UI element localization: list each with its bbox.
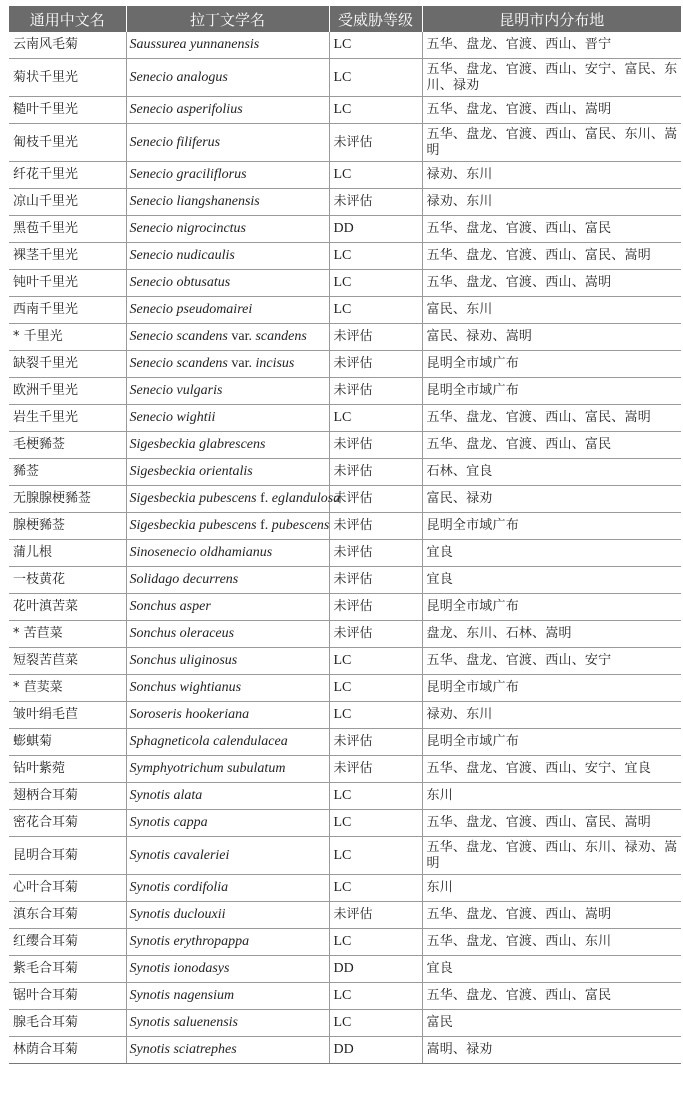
latin-rank: var. — [227, 356, 256, 371]
cell-chinese-name: 毛梗豨莶 — [9, 432, 126, 459]
cell-threat-level: DD — [329, 1037, 422, 1064]
cell-distribution: 五华、盘龙、官渡、西山、东川 — [422, 929, 681, 956]
cell-threat-level: LC — [329, 648, 422, 675]
cell-threat-level: LC — [329, 675, 422, 702]
cell-chinese-name: 紫毛合耳菊 — [9, 956, 126, 983]
cell-distribution: 富民 — [422, 1010, 681, 1037]
cell-latin-name — [126, 729, 329, 756]
cell-distribution: 五华、盘龙、官渡、西山、晋宁 — [422, 32, 681, 59]
cell-latin-name — [126, 1010, 329, 1037]
cell-distribution: 五华、盘龙、官渡、西山、嵩明 — [422, 270, 681, 297]
cell-latin-name — [126, 929, 329, 956]
cell-chinese-name: 纤花千里光 — [9, 162, 126, 189]
cell-distribution: 五华、盘龙、官渡、西山、嵩明 — [422, 97, 681, 124]
cell-distribution: 昆明全市域广布 — [422, 513, 681, 540]
latin-binomial: Senecio pseudomairei — [129, 302, 253, 317]
header-chinese-name: 通用中文名 — [9, 6, 126, 32]
cell-latin-name — [126, 567, 329, 594]
cell-distribution: 五华、盘龙、官渡、西山、安宁 — [422, 648, 681, 675]
cell-latin-name — [126, 621, 329, 648]
latin-binomial: Synotis duclouxii — [129, 907, 226, 922]
cell-distribution: 五华、盘龙、官渡、西山、富民、嵩明 — [422, 243, 681, 270]
table-row — [9, 124, 681, 162]
latin-binomial: Sinosenecio oldhamianus — [129, 545, 273, 560]
cell-distribution: 宜良 — [422, 540, 681, 567]
cell-chinese-name: * 苦苣菜 — [9, 621, 126, 648]
cell-chinese-name: 菊状千里光 — [9, 59, 126, 97]
cell-threat-level: LC — [329, 297, 422, 324]
cell-latin-name — [126, 405, 329, 432]
cell-threat-level: 未评估 — [329, 513, 422, 540]
table-row — [9, 32, 681, 59]
cell-distribution: 昆明全市域广布 — [422, 351, 681, 378]
cell-threat-level: LC — [329, 243, 422, 270]
latin-binomial: Sphagneticola calendulacea — [129, 734, 288, 749]
cell-chinese-name: 皱叶绢毛苣 — [9, 702, 126, 729]
cell-distribution: 禄劝、东川 — [422, 189, 681, 216]
cell-latin-name — [126, 297, 329, 324]
cell-distribution: 嵩明、禄劝 — [422, 1037, 681, 1064]
latin-binomial: Synotis cordifolia — [129, 880, 229, 895]
table-row — [9, 567, 681, 594]
latin-binomial: Sonchus wightianus — [129, 680, 242, 695]
table-row — [9, 432, 681, 459]
cell-chinese-name: 钻叶紫菀 — [9, 756, 126, 783]
cell-chinese-name: 滇东合耳菊 — [9, 902, 126, 929]
latin-binomial: Sonchus asper — [129, 599, 211, 614]
table-row — [9, 837, 681, 875]
cell-latin-name — [126, 189, 329, 216]
cell-chinese-name: 裸茎千里光 — [9, 243, 126, 270]
cell-latin-name — [126, 378, 329, 405]
cell-threat-level: LC — [329, 1010, 422, 1037]
cell-chinese-name: 腺毛合耳菊 — [9, 1010, 126, 1037]
cell-distribution: 昆明全市域广布 — [422, 594, 681, 621]
latin-binomial: Senecio analogus — [129, 69, 228, 85]
cell-latin-name — [126, 97, 329, 124]
cell-distribution: 盘龙、东川、石林、嵩明 — [422, 621, 681, 648]
table-row — [9, 1010, 681, 1037]
cell-latin-name — [126, 432, 329, 459]
cell-threat-level: 未评估 — [329, 729, 422, 756]
table-row — [9, 270, 681, 297]
cell-threat-level: 未评估 — [329, 378, 422, 405]
latin-rank: var. — [227, 329, 256, 344]
latin-binomial: Senecio vulgaris — [129, 383, 223, 398]
cell-threat-level: LC — [329, 405, 422, 432]
species-table — [9, 6, 681, 1064]
cell-threat-level: LC — [329, 59, 422, 97]
cell-latin-name — [126, 756, 329, 783]
cell-chinese-name: 豨莶 — [9, 459, 126, 486]
cell-threat-level: 未评估 — [329, 351, 422, 378]
latin-binomial: Synotis erythropappa — [129, 934, 250, 949]
cell-threat-level: LC — [329, 32, 422, 59]
cell-threat-level: 未评估 — [329, 540, 422, 567]
table-row — [9, 902, 681, 929]
latin-binomial: Symphyotrichum subulatum — [129, 761, 286, 776]
cell-latin-name — [126, 351, 329, 378]
cell-distribution: 禄劝、东川 — [422, 702, 681, 729]
latin-rank: f. — [256, 491, 272, 506]
latin-binomial: Synotis alata — [129, 788, 203, 803]
cell-chinese-name: 无腺腺梗豨莶 — [9, 486, 126, 513]
table-row — [9, 983, 681, 1010]
cell-distribution: 东川 — [422, 875, 681, 902]
cell-latin-name — [126, 675, 329, 702]
cell-chinese-name: 岩生千里光 — [9, 405, 126, 432]
cell-threat-level: LC — [329, 983, 422, 1010]
cell-threat-level: 未评估 — [329, 902, 422, 929]
cell-latin-name — [126, 902, 329, 929]
cell-chinese-name: 锯叶合耳菊 — [9, 983, 126, 1010]
table-row — [9, 540, 681, 567]
cell-chinese-name: 心叶合耳菊 — [9, 875, 126, 902]
cell-distribution: 昆明全市域广布 — [422, 378, 681, 405]
cell-latin-name — [126, 702, 329, 729]
cell-threat-level: LC — [329, 929, 422, 956]
table-row — [9, 216, 681, 243]
table-row — [9, 675, 681, 702]
table-row — [9, 243, 681, 270]
table-header-row — [9, 6, 681, 32]
latin-binomial: Synotis ionodasys — [129, 961, 230, 976]
cell-distribution: 东川 — [422, 783, 681, 810]
cell-distribution: 五华、盘龙、官渡、西山、富民、东川、嵩明 — [422, 124, 681, 162]
cell-threat-level: DD — [329, 956, 422, 983]
table-row — [9, 297, 681, 324]
latin-binomial: Soroseris hookeriana — [129, 707, 250, 722]
latin-binomial: Senecio obtusatus — [129, 275, 231, 290]
table-row — [9, 875, 681, 902]
latin-binomial: Synotis cavaleriei — [129, 847, 230, 863]
species-table-container — [9, 6, 681, 1064]
header-latin-name: 拉丁文学名 — [126, 6, 329, 32]
cell-latin-name — [126, 1037, 329, 1064]
latin-binomial: Sigesbeckia glabrescens — [129, 437, 266, 452]
cell-distribution: 宜良 — [422, 956, 681, 983]
cell-latin-name — [126, 956, 329, 983]
cell-threat-level: DD — [329, 216, 422, 243]
cell-latin-name — [126, 513, 329, 540]
cell-chinese-name: 林荫合耳菊 — [9, 1037, 126, 1064]
cell-latin-name — [126, 324, 329, 351]
latin-binomial: Senecio filiferus — [129, 134, 221, 150]
latin-binomial: Senecio scandens — [129, 329, 228, 344]
cell-threat-level: LC — [329, 270, 422, 297]
cell-distribution: 富民、禄劝 — [422, 486, 681, 513]
cell-chinese-name: 糙叶千里光 — [9, 97, 126, 124]
cell-latin-name — [126, 32, 329, 59]
table-row — [9, 486, 681, 513]
cell-distribution: 昆明全市域广布 — [422, 729, 681, 756]
cell-threat-level: LC — [329, 875, 422, 902]
latin-binomial: Sigesbeckia pubescens — [129, 518, 257, 533]
cell-latin-name — [126, 270, 329, 297]
cell-distribution: 五华、盘龙、官渡、西山、东川、禄劝、嵩明 — [422, 837, 681, 875]
cell-chinese-name: 一枝黄花 — [9, 567, 126, 594]
cell-threat-level: 未评估 — [329, 432, 422, 459]
latin-binomial: Senecio nudicaulis — [129, 248, 235, 263]
cell-threat-level: LC — [329, 97, 422, 124]
cell-chinese-name: 云南风毛菊 — [9, 32, 126, 59]
cell-chinese-name: 匍枝千里光 — [9, 124, 126, 162]
table-row — [9, 59, 681, 97]
cell-chinese-name: 欧洲千里光 — [9, 378, 126, 405]
cell-threat-level: 未评估 — [329, 567, 422, 594]
cell-threat-level: LC — [329, 837, 422, 875]
cell-distribution: 五华、盘龙、官渡、西山、富民 — [422, 432, 681, 459]
latin-binomial: Sonchus oleraceus — [129, 626, 235, 641]
cell-distribution: 五华、盘龙、官渡、西山、富民、嵩明 — [422, 810, 681, 837]
cell-distribution: 宜良 — [422, 567, 681, 594]
latin-binomial: Senecio wightii — [129, 410, 216, 425]
cell-distribution: 禄劝、东川 — [422, 162, 681, 189]
latin-binomial: Synotis sciatrephes — [129, 1042, 237, 1057]
table-row — [9, 351, 681, 378]
latin-binomial: Senecio graciliflorus — [129, 167, 247, 182]
cell-distribution: 五华、盘龙、官渡、西山、嵩明 — [422, 902, 681, 929]
cell-threat-level: 未评估 — [329, 189, 422, 216]
table-row — [9, 189, 681, 216]
table-row — [9, 162, 681, 189]
cell-threat-level: 未评估 — [329, 594, 422, 621]
table-row — [9, 378, 681, 405]
cell-chinese-name: 腺梗豨莶 — [9, 513, 126, 540]
latin-binomial: Senecio liangshanensis — [129, 194, 260, 209]
cell-threat-level: LC — [329, 162, 422, 189]
cell-latin-name — [126, 459, 329, 486]
table-row — [9, 702, 681, 729]
cell-chinese-name: 密花合耳菊 — [9, 810, 126, 837]
cell-chinese-name: 蟛蜞菊 — [9, 729, 126, 756]
latin-binomial: Senecio scandens — [129, 356, 228, 371]
cell-chinese-name: * 苣荬菜 — [9, 675, 126, 702]
cell-latin-name — [126, 837, 329, 875]
header-threat-level: 受威胁等级 — [329, 6, 422, 32]
latin-binomial: Saussurea yunnanensis — [129, 37, 260, 52]
cell-latin-name — [126, 540, 329, 567]
cell-chinese-name: 西南千里光 — [9, 297, 126, 324]
table-row — [9, 621, 681, 648]
cell-latin-name — [126, 124, 329, 162]
cell-threat-level: 未评估 — [329, 486, 422, 513]
cell-latin-name — [126, 648, 329, 675]
latin-binomial: Solidago decurrens — [129, 572, 239, 587]
latin-rank: f. — [256, 518, 272, 533]
latin-binomial: Senecio nigrocinctus — [129, 221, 247, 236]
cell-latin-name — [126, 243, 329, 270]
latin-binomial: Sonchus uliginosus — [129, 653, 238, 668]
cell-threat-level: 未评估 — [329, 459, 422, 486]
table-body — [9, 32, 681, 1064]
table-row — [9, 513, 681, 540]
table-row — [9, 594, 681, 621]
cell-threat-level: 未评估 — [329, 324, 422, 351]
table-row — [9, 929, 681, 956]
cell-chinese-name: 凉山千里光 — [9, 189, 126, 216]
cell-latin-name — [126, 875, 329, 902]
cell-chinese-name: 花叶滇苦菜 — [9, 594, 126, 621]
cell-threat-level: 未评估 — [329, 621, 422, 648]
latin-binomial: Synotis saluenensis — [129, 1015, 238, 1030]
latin-infraspecific: eglandulosa — [271, 491, 341, 506]
table-row — [9, 324, 681, 351]
latin-binomial: Senecio asperifolius — [129, 102, 243, 117]
table-row — [9, 459, 681, 486]
table-row — [9, 956, 681, 983]
cell-threat-level: 未评估 — [329, 756, 422, 783]
latin-infraspecific: incisus — [255, 356, 295, 371]
cell-threat-level: LC — [329, 702, 422, 729]
cell-latin-name — [126, 810, 329, 837]
cell-distribution: 石林、宜良 — [422, 459, 681, 486]
cell-chinese-name: 缺裂千里光 — [9, 351, 126, 378]
cell-latin-name — [126, 59, 329, 97]
table-row — [9, 648, 681, 675]
cell-latin-name — [126, 983, 329, 1010]
table-row — [9, 810, 681, 837]
table-row — [9, 97, 681, 124]
table-row — [9, 756, 681, 783]
cell-distribution: 五华、盘龙、官渡、西山、富民 — [422, 983, 681, 1010]
latin-infraspecific: pubescens — [271, 518, 330, 533]
latin-infraspecific: scandens — [255, 329, 307, 344]
cell-latin-name — [126, 162, 329, 189]
table-row — [9, 783, 681, 810]
cell-chinese-name: 蒲儿根 — [9, 540, 126, 567]
table-row — [9, 405, 681, 432]
cell-latin-name — [126, 486, 341, 513]
header-distribution: 昆明市内分布地 — [422, 6, 681, 32]
cell-latin-name — [126, 783, 329, 810]
cell-chinese-name: 昆明合耳菊 — [9, 837, 126, 875]
cell-distribution: 五华、盘龙、官渡、西山、富民 — [422, 216, 681, 243]
cell-chinese-name: 短裂苦苣菜 — [9, 648, 126, 675]
cell-chinese-name: * 千里光 — [9, 324, 126, 351]
cell-distribution: 昆明全市域广布 — [422, 675, 681, 702]
cell-threat-level: 未评估 — [329, 124, 422, 162]
latin-binomial: Synotis cappa — [129, 815, 208, 830]
cell-distribution: 富民、禄劝、嵩明 — [422, 324, 681, 351]
cell-latin-name — [126, 216, 329, 243]
latin-binomial: Sigesbeckia orientalis — [129, 464, 253, 479]
table-row — [9, 729, 681, 756]
cell-distribution: 五华、盘龙、官渡、西山、富民、嵩明 — [422, 405, 681, 432]
cell-chinese-name: 翅柄合耳菊 — [9, 783, 126, 810]
cell-chinese-name: 黑苞千里光 — [9, 216, 126, 243]
cell-threat-level: LC — [329, 810, 422, 837]
table-row — [9, 1037, 681, 1064]
cell-threat-level: LC — [329, 783, 422, 810]
latin-binomial: Sigesbeckia pubescens — [129, 491, 257, 506]
cell-latin-name — [126, 594, 329, 621]
cell-distribution: 五华、盘龙、官渡、西山、安宁、宜良 — [422, 756, 681, 783]
cell-chinese-name: 钝叶千里光 — [9, 270, 126, 297]
cell-distribution: 五华、盘龙、官渡、西山、安宁、富民、东川、禄劝 — [422, 59, 681, 97]
cell-distribution: 富民、东川 — [422, 297, 681, 324]
cell-chinese-name: 红缨合耳菊 — [9, 929, 126, 956]
latin-binomial: Synotis nagensium — [129, 988, 235, 1003]
